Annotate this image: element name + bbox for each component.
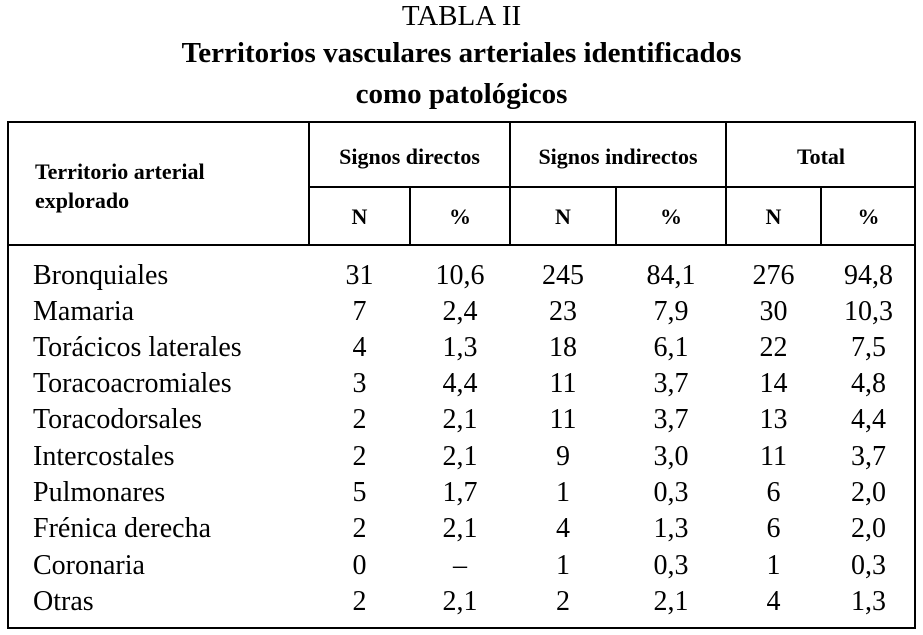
cell-indirectos-pct: 2,1 [653, 586, 689, 617]
subheader-percent: % [660, 204, 682, 229]
subheader-percent: % [449, 204, 471, 229]
cell-directos-n: 2 [352, 404, 367, 435]
cell-directos-pct: 2,1 [442, 513, 478, 544]
cell-indirectos-pct: 3,7 [653, 404, 689, 435]
cell-indirectos-pct: 1,3 [653, 513, 689, 544]
row-label-pulmonares: Pulmonares [33, 477, 166, 508]
cell-total-pct: 4,4 [851, 404, 886, 435]
cell-directos-pct: 2,4 [442, 296, 478, 327]
cell-directos-n: 3 [352, 368, 367, 399]
cell-directos-n: 31 [345, 260, 374, 291]
cell-directos-pct: 4,4 [442, 368, 478, 399]
cell-directos-pct: 1,7 [442, 477, 478, 508]
group-header-total: Total [796, 144, 846, 169]
row-label-bronquiales: Bronquiales [33, 260, 169, 291]
cell-directos-n: 5 [352, 477, 367, 508]
cell-total-n: 6 [766, 513, 781, 544]
cell-indirectos-pct: 3,7 [653, 368, 689, 399]
cell-indirectos-pct: 6,1 [653, 332, 689, 363]
cell-indirectos-n: 23 [549, 296, 577, 327]
cell-directos-pct: 2,1 [442, 586, 478, 617]
cell-total-pct: 4,8 [851, 368, 886, 399]
row-label-mamaria: Mamaria [33, 296, 135, 327]
cell-directos-n: 7 [352, 296, 367, 327]
cell-directos-n: 0 [352, 550, 367, 581]
cell-directos-n: 2 [352, 513, 367, 544]
cell-total-n: 22 [759, 332, 788, 363]
group-header-signos-directos: Signos directos [339, 144, 480, 169]
stub-header-line-1: Territorio arterial [35, 159, 205, 184]
header-bottom-rule [8, 244, 915, 246]
row-label-toracicos-laterales: Torácicos laterales [33, 332, 242, 363]
subheader-n: N [765, 204, 782, 229]
cell-indirectos-pct: 0,3 [653, 550, 689, 581]
cell-total-n: 30 [759, 296, 788, 327]
cell-total-n: 14 [759, 368, 788, 399]
row-label-coronaria: Coronaria [33, 550, 145, 581]
cell-indirectos-n: 4 [556, 513, 570, 544]
cell-total-n: 1 [766, 550, 781, 581]
stub-header-line-2: explorado [35, 188, 130, 213]
table-number: TABLA II [401, 0, 522, 32]
cell-indirectos-n: 1 [556, 477, 570, 508]
subheader-n: N [555, 204, 571, 229]
cell-total-n: 13 [759, 404, 788, 435]
cell-indirectos-pct: 0,3 [653, 477, 689, 508]
cell-directos-pct: – [453, 550, 467, 581]
group-header-rule [309, 186, 915, 188]
cell-indirectos-n: 245 [542, 260, 584, 291]
cell-total-pct: 2,0 [851, 477, 886, 508]
cell-indirectos-pct: 3,0 [653, 441, 689, 472]
subheader-n: N [351, 204, 368, 229]
row-label-intercostales: Intercostales [33, 441, 175, 472]
cell-total-n: 11 [760, 441, 787, 472]
table-title-line-1: Territorios vasculares arteriales identificados [181, 37, 742, 69]
cell-indirectos-n: 2 [556, 586, 570, 617]
table-title-line-2: como patológicos [355, 78, 568, 110]
cell-indirectos-pct: 7,9 [653, 296, 689, 327]
row-label-toracodorsales: Toracodorsales [33, 404, 203, 435]
row-label-toracoacromiales: Toracoacromiales [33, 368, 232, 399]
cell-indirectos-n: 11 [549, 368, 577, 399]
cell-directos-pct: 10,6 [435, 260, 485, 291]
cell-indirectos-n: 1 [556, 550, 570, 581]
cell-directos-n: 2 [352, 586, 367, 617]
cell-indirectos-n: 11 [549, 404, 577, 435]
cell-total-pct: 0,3 [851, 550, 886, 581]
row-label-otras: Otras [33, 586, 94, 617]
cell-total-pct: 94,8 [844, 260, 893, 291]
cell-indirectos-n: 9 [556, 441, 570, 472]
row-label-frenica-derecha: Frénica derecha [33, 513, 211, 544]
cell-directos-n: 4 [352, 332, 367, 363]
group-header-signos-indirectos: Signos indirectos [538, 144, 698, 169]
cell-indirectos-n: 18 [549, 332, 577, 363]
cell-total-pct: 3,7 [851, 441, 886, 472]
cell-total-pct: 7,5 [851, 332, 886, 363]
cell-indirectos-pct: 84,1 [646, 260, 696, 291]
cell-total-n: 4 [766, 586, 781, 617]
cell-total-pct: 1,3 [851, 586, 886, 617]
cell-total-pct: 10,3 [844, 296, 893, 327]
cell-total-n: 276 [752, 260, 795, 291]
cell-total-n: 6 [766, 477, 781, 508]
cell-directos-pct: 2,1 [442, 441, 478, 472]
cell-directos-pct: 1,3 [442, 332, 478, 363]
cell-directos-pct: 2,1 [442, 404, 478, 435]
cell-directos-n: 2 [352, 441, 367, 472]
subheader-percent: % [857, 204, 880, 229]
cell-total-pct: 2,0 [851, 513, 886, 544]
